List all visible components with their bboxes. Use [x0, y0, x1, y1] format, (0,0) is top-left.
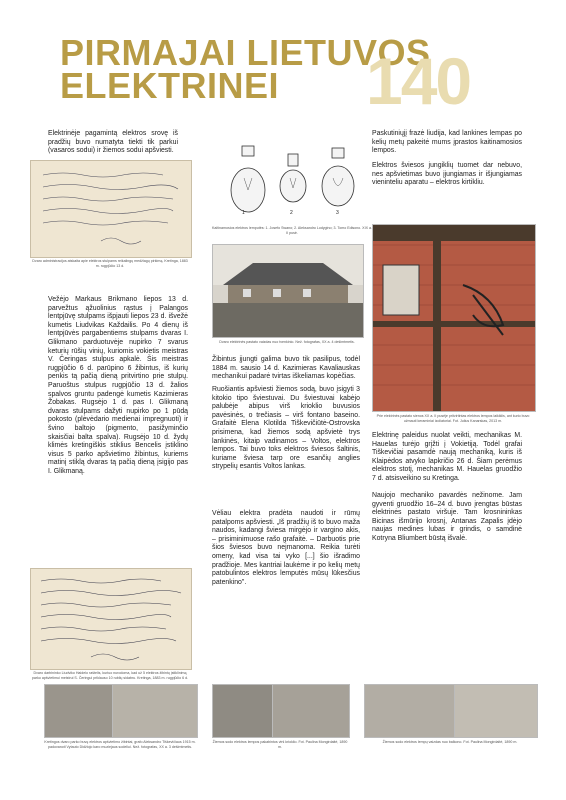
lamp-label-3: 3	[336, 210, 339, 216]
bottom-photo-winter-garden-3	[364, 684, 456, 738]
title-line-2: ELEKTRINEI	[60, 65, 280, 106]
bottom-photo-lanterns-2	[112, 684, 198, 738]
archive-document-1	[30, 160, 192, 258]
col2-paragraph-3: Vėliau elektra pradėta naudoti ir rūmų patalpoms apšviesti. „Iš pradžių iš to buvo maža naudos, kadangi šviesa mirgėjo ir vargino akis, – prisiminimuose rašo grafaitė. – Darbuotis prie šios šviesos buvo nejmanoma. Reikia turėti omeny, kad visa tai vyko [...] šio išradimo pradžioje. Mes kantriai laukėme ir po kelių metų patobulintos elektros lemputės mūsų lūkesčius patenkino".	[212, 510, 360, 586]
bottom-photo-winter-garden-4	[454, 684, 538, 738]
incandescent-lamps-illustration	[218, 140, 368, 222]
power-plant-building	[213, 245, 363, 337]
power-plant-photo	[212, 244, 364, 338]
anniversary-badge: 140	[366, 44, 471, 118]
col2-paragraph-2: Ruošiantis apšviesti žiemos sodą, buvo įsigyti 3 kitokio tipo šviestuvai. Du šviestuvai kabėjo palubėje abipus virš krioklio buvusios pavėsinės, o trečiasis – virš fontano baseino. Grafaitė Elena Klotilda Tiškevičiūtė-Ostrovska prisimena, kad žiemos sodą apšvietė trys lankinės, kitaip vadinamos – Voltos, elektros lempos. Tai buvo toks elektros šviesos šaltinis, kuriame šviesa tarp ore esančių anglies strypelių esantis Voltos lankas.	[212, 386, 360, 471]
bottom-caption-2: Žiemos sodo elektros lempos pakabintos virš krioklio. Fot. Paulina Mongirdaitė, 1890 m.	[212, 740, 348, 749]
lamp-label-1: 1	[242, 210, 245, 216]
body-paragraph-1: Vežėjo Markaus Brikmano liepos 13 d. parvežtus ąžuolinius rąstus į Palangos lentpjūvę stulpams išpjauti liepos 23 d. išvežė kumetis Liudvikas Každailis. Po 4 dienų iš lentpjūvės pargabentiems stulpams dvaras I. Glikmano parduotuvėje nupirko 7 svarus keturių rūšių vinių, kuriomis vokietis meistras V. Čeringas stulpus apkalė. Šis meistras rugpjūčio 6 d. parūpino 6 žibintus, iš kurių penkis tą pačią dieną pritvirtino prie stulpų. Paruoštus stulpus rugpjūčio 13 d. žalios spalvos gruntu padengė kumetis Kazimieras Žobakas. Rugsėjo 1 d. pas I. Glikmaną dvaras stulpams dažyti nupirko po 1 pūdą pokosto (plėvėdario medienai impregnuoti) ir švino baltojo (pigmento, pasižyminčio skaisčiai balta spalva). Rugsėjo 10 d. žydų klimės kretingiškis stiklius Bencelis įstiklino visus 5 parko apšvietimo žibintus, kuriems matinį stiklą dvaras tą pačią dieną įsigijo pas I. Glikmaną.	[48, 296, 188, 475]
document-1-caption: Dvaro administracijos atskaita apie elektros stulpams reikalingų medžiagų pirkimą. Kretinga, 1883 m. rugpjūčio 13 d.	[32, 259, 188, 268]
col3-paragraph-1: Paskutiniųjį frazė liudija, kad lankines lempas po kelių metų pakeitė mums įprastos kaitinamosios lempos.	[372, 130, 522, 155]
lamp-holder-photo	[372, 224, 536, 412]
col2-paragraph-1: Žibintus įjungti galima buvo tik pasilipus, todėl 1884 m. sausio 14 d. Kazimieras Kavaliauskas mechanikui padarė tvirtas iškeliamas kopėčias.	[212, 356, 360, 381]
bottom-photo-lanterns-1	[44, 684, 114, 738]
lamps-drawing	[218, 140, 368, 222]
col3-paragraph-4: Naujojo mechaniko pavardės nežinome. Jam gyventi gruodžio 16–24 d. buvo įrengtas būstas elektrinės pastato viršuje. Tam krosnininkas Bicinas išmūrijo krosnį, Antanas Zapalis įdėjo naujas medines lubas ir grindis, o samdinė Kotryna Bliumbert būstą išvalė.	[372, 492, 522, 542]
handwriting-scan	[31, 161, 191, 257]
lamp-holder-caption: Prie elektrinės pastato sienos XX a. II pusėje pritvirtintas elektros lempos laikiklis, ant kurio buvo užmauti keraminiai izoliatoriai. Fot. Julius Kanarskas, 2013 m.	[376, 414, 530, 423]
power-plant-caption: Dvaro elektrinės pastato vaizdas nuo tvenkinio. Než. fotografas, XX a. 4 dešimtmetis.	[219, 340, 355, 344]
title-line-1: PIRMAJAI LIETUVOS	[60, 32, 431, 73]
bottom-photo-winter-garden-2	[272, 684, 350, 738]
handwriting-scan-2	[31, 569, 191, 669]
brick-wall-with-bracket	[373, 225, 535, 411]
col3-paragraph-3: Elektrinę paleidus nuolat veikti, mechanikas M. Hauelas turėjo grįžti į Vokietiją. Todėl grafai Tiškevičiai pasamdė naują mechaniką, kuris iš Klaipėdos atvyko lapkričio 26 d. Šiam perėmus elektros stotį, mechanikas M. Hauelas gruodžio 7 d. atsisveikino su Kretinga.	[372, 432, 522, 482]
lamps-caption: Kaitinamosios elektros lemputės: 1. Josefo Swano; 2. Aleksandro Lodygino; 3. Tomo Edisono. XIX a. II pusė.	[212, 226, 372, 235]
bottom-caption-1: Kretingos dvaro parko buvę elektros apšvietimo žibintai, grafo Aleksandro Tiškevičiaus 1915 m. padovanoti Vytauto Didžiojo karo muziejaus sodeliui. Než. fotografas, XX a. 3 dešimtmetis.	[44, 740, 196, 749]
lamp-label-2: 2	[290, 210, 293, 216]
bottom-photo-winter-garden-1	[212, 684, 274, 738]
document-2-caption: Dvaro darbininko Liudviko Haidelo raštelis, kuriuo nurodoma, kad už 5 elektros žibintų įstiklinimą parko apšvietimui meistrui S. Čeringui priklauso 10 rublių sidabru. Kretinga, 1883 m. rugpjūčio 6 d.	[31, 671, 189, 680]
archive-document-2	[30, 568, 192, 670]
col3-paragraph-2: Elektros šviesos jungiklių tuomet dar nebuvo, nes apšvietimas buvo įjungiamas ir išjungiamas vieninteliu aparatu – elektros kirtikliu.	[372, 162, 522, 187]
intro-paragraph: Elektrinėje pagamintą elektros srovę iš pradžių buvo numatyta tiekti tik parkui (vasaros sodui) ir žiemos sodui apšviesti.	[48, 130, 178, 155]
bottom-caption-3: Žiemos sodo elektros lempų vaizdas nuo balkono. Fot. Paulina Mongirdaitė, 1890 m.	[382, 740, 518, 744]
